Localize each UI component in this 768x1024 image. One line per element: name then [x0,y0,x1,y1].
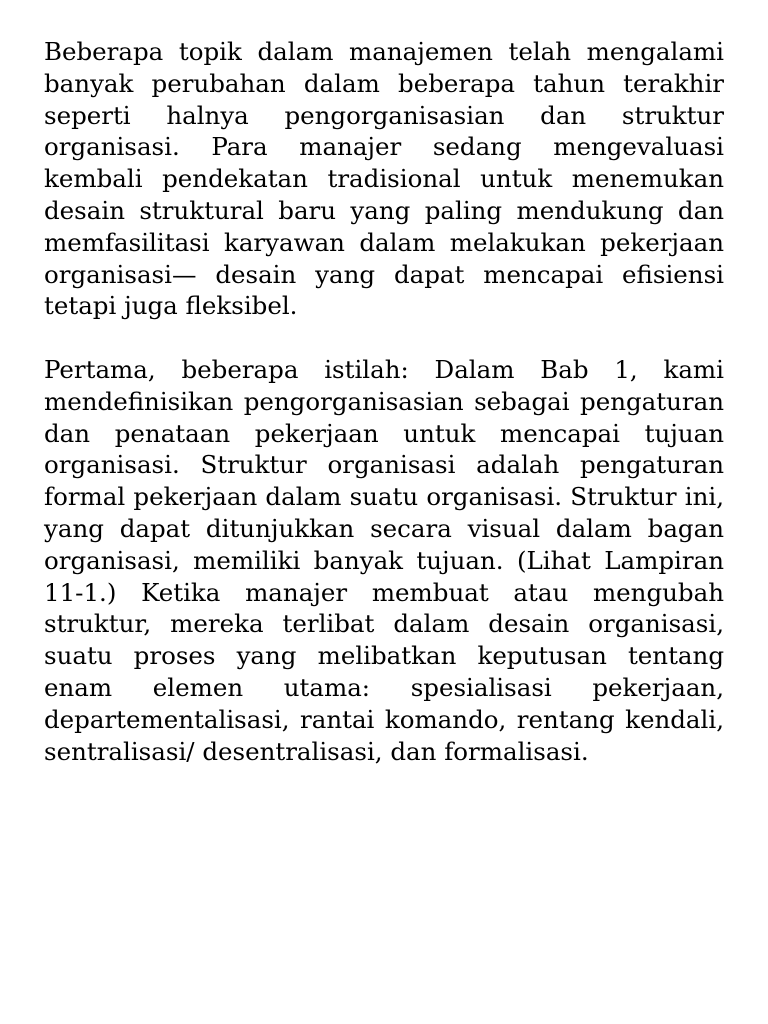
document-page [44,36,724,767]
paragraph-1: Beberapa topik dalam manajemen telah mengalami banyak perubahan dalam beberapa tahun terakhir seperti halnya pengorganisasian dan struktur organisasi. Para manajer sedang mengevaluasi kembali pendekatan tradisional untuk menemukan desain struktural baru yang paling mendukung dan memfasilitasi karyawan dalam melakukan pekerjaan organisasi— desain yang dapat mencapai efisiensi tetapi juga fleksibel. [44,37,724,321]
paragraph-2: Pertama, beberapa istilah: Dalam Bab 1, kami mendefinisikan pengorganisasian sebagai pengaturan dan penataan pekerjaan untuk mencapai tujuan organisasi. Struktur organisasi adalah pengaturan formal pekerjaan dalam suatu organisasi. Struktur ini, yang dapat ditunjukkan secara visual dalam bagan organisasi, memiliki banyak tujuan. (Lihat Lampiran 11-1.) Ketika manajer membuat atau mengubah struktur, mereka terlibat dalam desain organisasi, suatu proses yang melibatkan keputusan tentang enam elemen utama: spesialisasi pekerjaan, departementalisasi, rantai komando, rentang kendali, sentralisasi/ desentralisasi, dan formalisasi. [44,354,724,766]
